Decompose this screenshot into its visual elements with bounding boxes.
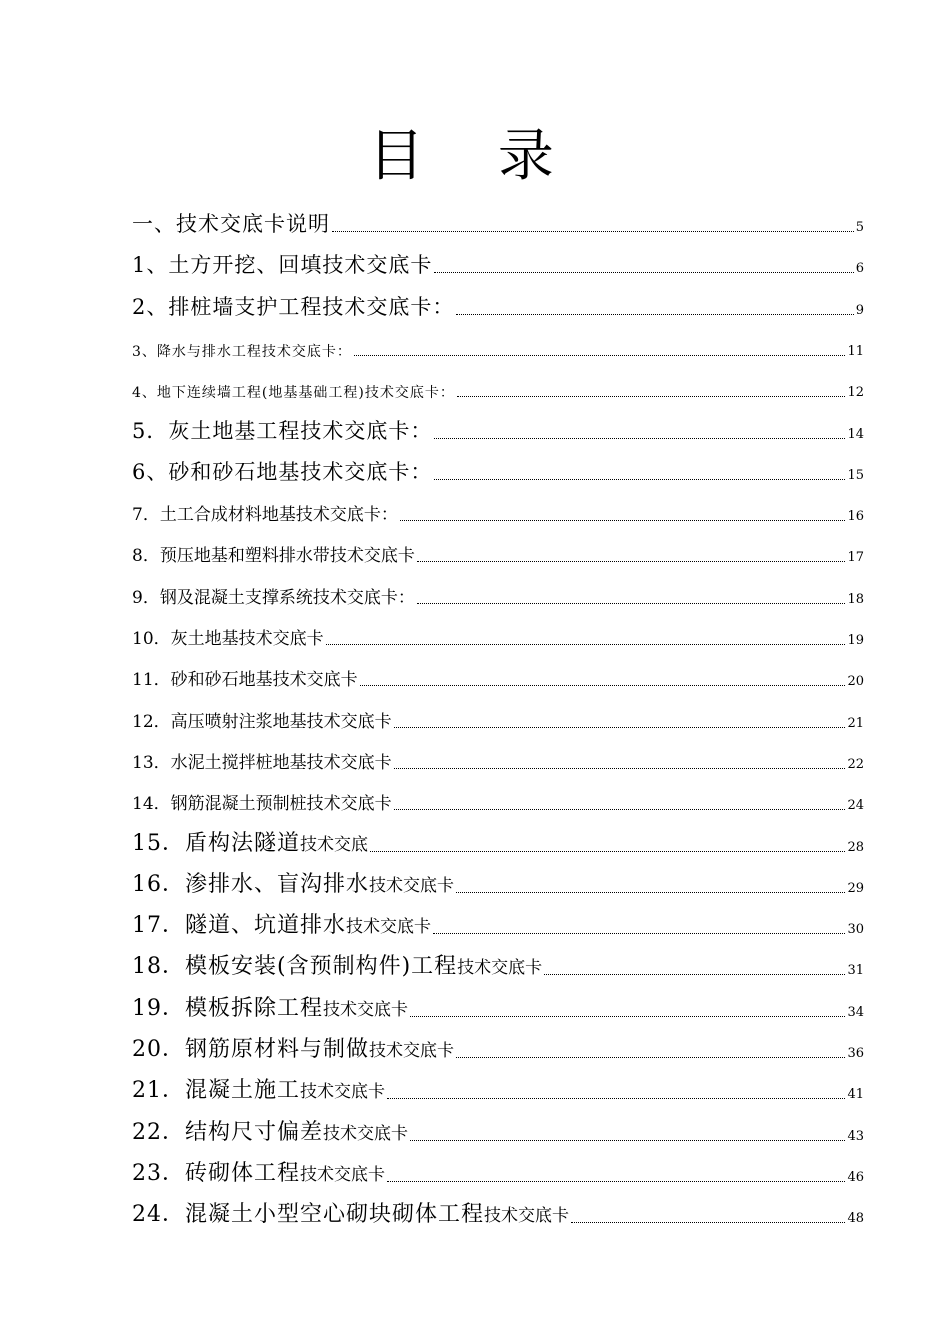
toc-entry-label — [132, 711, 392, 733]
toc-entry-page-number: 28 — [847, 839, 864, 855]
toc-entry-label — [132, 915, 431, 939]
toc-entry[interactable] — [132, 1023, 864, 1063]
toc-entry[interactable] — [132, 445, 864, 485]
toc-entry-page-number: 30 — [847, 922, 864, 938]
toc-entry-suffix: 技术交底卡 — [484, 1206, 569, 1227]
page-title: 目 录 — [368, 124, 582, 189]
dot-leader — [326, 644, 846, 645]
toc-entry-title: 20．钢筋原材料与制做 — [132, 1037, 369, 1062]
toc-entry-title: 2、排桩墙支护工程技术交底卡： — [132, 294, 455, 319]
toc-entry[interactable] — [132, 569, 864, 609]
toc-entry-label — [132, 507, 398, 526]
toc-entry-label — [132, 631, 324, 650]
toc-entry-title: 4、地下连续墙工程(地基基础工程)技术交底卡： — [132, 385, 455, 402]
dot-leader — [332, 231, 854, 232]
toc-entry-title: 15．盾构法隧道 — [132, 830, 300, 856]
dot-leader — [544, 974, 845, 975]
toc-entry[interactable] — [132, 899, 864, 939]
toc-entry-page-number: 15 — [847, 467, 864, 483]
toc-entry-title: 14．钢筋混凝土预制桩技术交底卡 — [132, 794, 392, 815]
toc-entry-label — [132, 1039, 454, 1063]
toc-entry[interactable] — [132, 858, 864, 898]
toc-entry[interactable] — [132, 610, 864, 650]
toc-entry-suffix: 技术交底卡 — [323, 999, 408, 1020]
toc-entry-page-number: 14 — [847, 426, 864, 442]
toc-entry-page-number: 18 — [847, 591, 864, 607]
toc-entry-page-number: 19 — [847, 633, 864, 648]
toc-entry-title: 8．预压地基和塑料排水带技术交底卡 — [132, 546, 415, 567]
toc-entry-label — [132, 294, 455, 320]
toc-entry-label — [132, 418, 433, 444]
dot-leader — [457, 396, 846, 397]
toc-entry-title: 13．水泥土搅拌桩地基技术交底卡 — [132, 752, 392, 773]
toc-entry-label — [132, 995, 408, 1022]
toc-entry-page-number: 48 — [847, 1211, 864, 1227]
toc-entry-page-number: 6 — [855, 261, 864, 277]
toc-entry-title: 12．高压喷射注浆地基技术交底卡 — [132, 711, 392, 732]
toc-entry[interactable] — [132, 817, 864, 857]
toc-entry[interactable] — [132, 693, 864, 733]
toc-entry-suffix: 技术交底卡 — [346, 917, 431, 938]
toc-entry-suffix: 技术交底卡 — [369, 875, 454, 896]
toc-entry-page-number: 11 — [847, 343, 864, 359]
toc-entry-page-number: 9 — [855, 302, 864, 318]
toc-entry-title: 10．灰土地基技术交底卡 — [132, 629, 324, 649]
toc-entry[interactable] — [132, 280, 864, 320]
toc-entry-title: 11．砂和砂石地基技术交底卡 — [132, 670, 358, 691]
toc-entry-page-number: 41 — [847, 1087, 864, 1103]
toc-entry-page-number: 17 — [847, 550, 864, 566]
toc-entry[interactable] — [132, 486, 864, 526]
dot-leader — [417, 561, 846, 562]
toc-entry-suffix: 技术交底卡 — [457, 958, 543, 979]
toc-entry-title: 一、技术交底卡说明 — [132, 212, 330, 236]
toc-entry-suffix: 技术交底卡 — [369, 1041, 454, 1061]
toc-entry-label — [132, 345, 352, 361]
dot-leader — [387, 1181, 845, 1182]
toc-entry-title: 5．灰土地基工程技术交底卡： — [132, 418, 433, 443]
toc-entry-suffix: 技术交底卡 — [323, 1123, 408, 1144]
dot-leader — [417, 603, 846, 604]
toc-entry-page-number: 29 — [847, 880, 864, 896]
dot-leader — [370, 851, 845, 852]
toc-entry[interactable] — [132, 321, 864, 361]
toc-entry-page-number: 34 — [847, 1004, 864, 1020]
dot-leader — [433, 933, 845, 934]
toc-entry-label — [132, 1080, 385, 1104]
toc-entry-page-number: 22 — [847, 756, 864, 772]
dot-leader — [456, 1057, 845, 1058]
toc-entry-title: 19．模板拆除工程 — [132, 995, 323, 1021]
toc-entry[interactable] — [132, 982, 864, 1022]
dot-leader — [410, 1140, 845, 1141]
toc-entry[interactable] — [132, 651, 864, 691]
toc-entry-page-number: 31 — [847, 963, 864, 979]
toc-entry-page-number: 46 — [847, 1169, 864, 1185]
dot-leader — [394, 768, 846, 769]
dot-leader — [434, 438, 845, 439]
toc-entry-label — [132, 459, 433, 485]
toc-entry[interactable] — [132, 404, 864, 444]
toc-entry-title: 3、降水与排水工程技术交底卡： — [132, 343, 352, 360]
toc-entry-title: 6、砂和砂石地基技术交底卡： — [132, 459, 433, 484]
dot-leader — [571, 1222, 845, 1223]
toc-entry[interactable] — [132, 775, 864, 815]
dot-leader — [434, 479, 845, 480]
toc-entry-title: 24．混凝土小型空心砌块砌体工程 — [132, 1202, 484, 1228]
toc-entry-page-number: 12 — [847, 385, 864, 401]
dot-leader — [400, 520, 846, 521]
toc-entry-suffix: 技术交底 — [300, 834, 368, 855]
dot-leader — [354, 355, 846, 356]
toc-entry[interactable] — [132, 1064, 864, 1104]
toc-entry-label — [132, 1119, 408, 1146]
toc-entry-label — [132, 386, 455, 402]
toc-entry-title: 22．结构尺寸偏差 — [132, 1119, 323, 1145]
toc-entry-label — [132, 796, 392, 815]
toc-entry-label — [132, 672, 358, 691]
toc-entry[interactable] — [132, 238, 864, 278]
toc-entry-label — [132, 1160, 385, 1187]
toc-entry-label — [132, 1204, 569, 1228]
toc-entry[interactable] — [132, 527, 864, 567]
toc-entry-suffix: 技术交底卡 — [300, 1164, 385, 1185]
toc-entry-title: 16．渗排水、盲沟排水 — [132, 871, 369, 897]
dot-leader — [456, 314, 853, 315]
toc-entry[interactable] — [132, 734, 864, 774]
toc-entry-suffix: 技术交底卡 — [300, 1082, 385, 1103]
toc-entry-label — [132, 255, 432, 278]
toc-entry-title: 1、土方开挖、回填技术交底卡 — [132, 253, 433, 278]
toc-entry-label — [132, 548, 415, 567]
toc-entry-title: 23．砖砌体工程 — [132, 1160, 300, 1186]
toc-entry[interactable] — [132, 362, 864, 402]
toc-entry-label — [132, 830, 368, 857]
toc-entry[interactable] — [132, 197, 864, 237]
dot-leader — [410, 1016, 845, 1017]
toc-entry-page-number: 21 — [847, 715, 864, 731]
toc-entry-page-number: 43 — [847, 1128, 864, 1144]
dot-leader — [394, 727, 846, 728]
toc-entry-title: 7．土工合成材料地基技术交底卡： — [132, 505, 398, 526]
toc-entry[interactable] — [132, 1147, 864, 1187]
toc-entry-label — [132, 956, 542, 980]
toc-entry-title: 21．混凝土施工 — [132, 1078, 300, 1104]
dot-leader — [387, 1098, 845, 1099]
toc-entry-title: 18．模板安装(含预制构件)工程 — [132, 954, 458, 980]
toc-entry-label — [132, 214, 330, 237]
toc-entry-page-number: 36 — [847, 1046, 864, 1061]
toc-entry-label — [132, 752, 392, 774]
toc-entry[interactable] — [132, 1188, 864, 1228]
toc-entry-title: 17．隧道、坑道排水 — [132, 913, 346, 939]
toc-entry-label — [132, 587, 415, 609]
dot-leader — [434, 272, 853, 273]
toc-entry-page-number: 5 — [855, 220, 864, 235]
toc-entry-label — [132, 871, 454, 898]
toc-entry-page-number: 16 — [847, 509, 864, 525]
toc-entry[interactable] — [132, 1106, 864, 1146]
dot-leader — [456, 892, 845, 893]
dot-leader — [394, 809, 846, 810]
toc-entry[interactable] — [132, 940, 864, 980]
toc-entry-title: 9．钢及混凝土支撑系统技术交底卡： — [132, 587, 415, 608]
toc-entry-page-number: 20 — [847, 674, 864, 690]
dot-leader — [360, 685, 846, 686]
toc-entry-page-number: 24 — [847, 798, 864, 814]
